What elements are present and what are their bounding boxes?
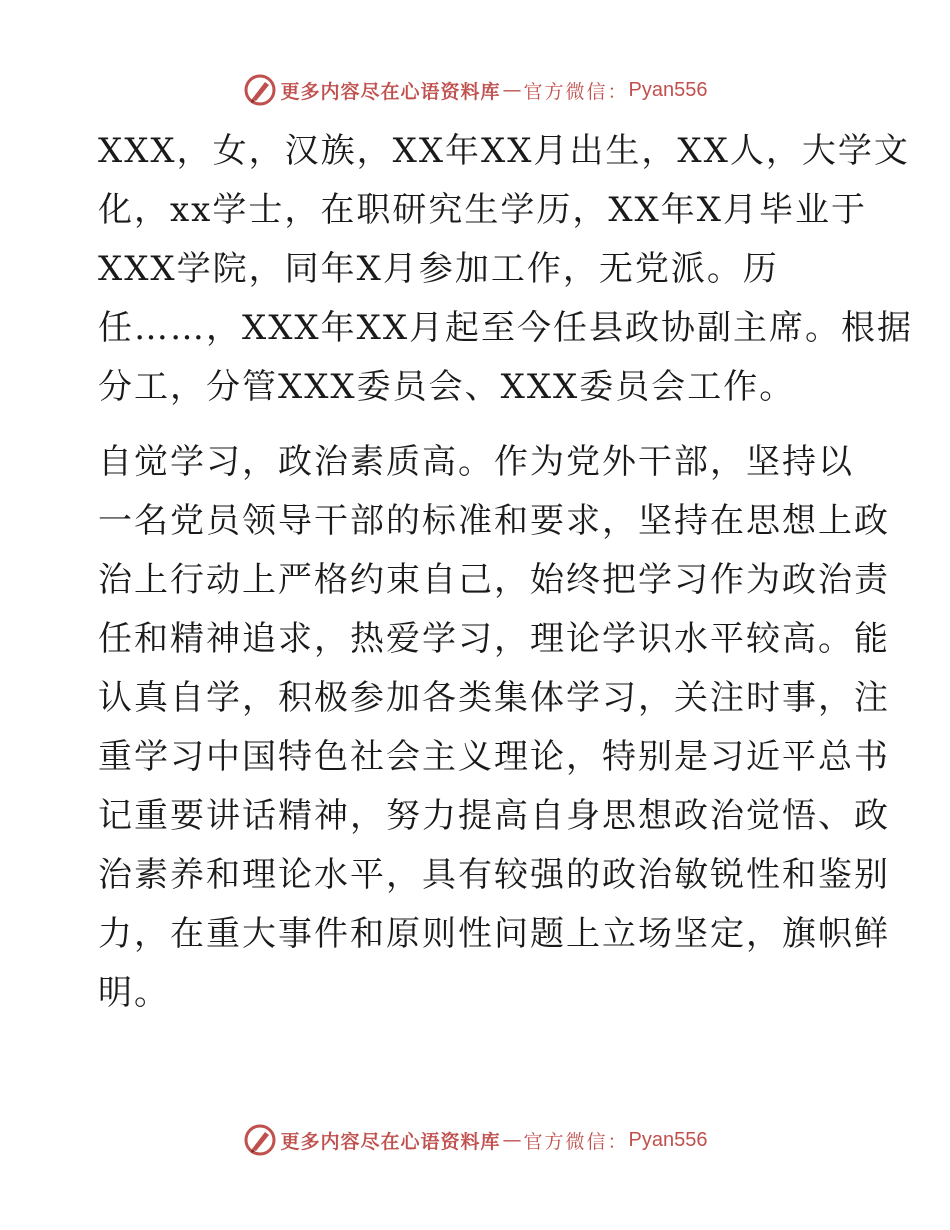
text-line: 记重要讲话精神，努力提高自身思想政治觉悟、政 (98, 796, 890, 836)
text-line: 治素养和理论水平，具有较强的政治敏锐性和鉴别 (98, 855, 890, 895)
footer-watermark (0, 1120, 950, 1160)
watermark-wechat-label: 官方微信： (523, 1130, 629, 1153)
pen-circle-logo-icon (243, 1123, 277, 1157)
text-line: 力，在重大事件和原则性问题上立场坚定，旗帜鲜 (98, 914, 890, 954)
watermark-separator: — (502, 1129, 522, 1151)
text-line: XXX，女，汉族，XX年XX月出生，XX人，大学文 (98, 131, 910, 171)
paragraph-profile (98, 122, 914, 417)
text-line: 重学习中国特色社会主义理论，特别是习近平总书 (98, 737, 890, 777)
text-line: 治上行动上严格约束自己，始终把学习作为政治责 (98, 560, 890, 600)
text-line: 化，xx学士，在职研究生学历，XX年X月毕业于 (98, 190, 867, 230)
watermark-wechat-label: 官方微信： (523, 80, 629, 103)
watermark-main-text: 更多内容尽在心语资料库 (280, 1130, 501, 1153)
pen-circle-logo-icon (243, 73, 277, 107)
document-body (98, 122, 914, 1023)
text-line: 一名党员领导干部的标准和要求，坚持在思想上政 (98, 501, 890, 541)
text-line: 分工，分管XXX委员会、XXX委员会工作。 (98, 367, 796, 407)
text-line: 认真自学，积极参加各类集体学习，关注时事，注 (98, 678, 890, 718)
header-watermark (0, 70, 950, 110)
text-line: 任和精神追求，热爱学习，理论学识水平较高。能 (98, 619, 890, 659)
watermark-wechat-id: Pyan556 (628, 78, 708, 101)
text-line: 任……，XXX年XX月起至今任县政协副主席。根据 (98, 308, 914, 348)
text-line: XXX学院，同年X月参加工作，无党派。历 (98, 249, 779, 289)
watermark-main-text: 更多内容尽在心语资料库 (280, 80, 501, 103)
paragraph-study (98, 433, 890, 1023)
watermark-separator: — (502, 79, 522, 101)
text-line: 明。 (98, 973, 170, 1013)
text-line: 自觉学习，政治素质高。作为党外干部，坚持以 (98, 442, 854, 482)
watermark-wechat-id: Pyan556 (628, 1128, 708, 1151)
